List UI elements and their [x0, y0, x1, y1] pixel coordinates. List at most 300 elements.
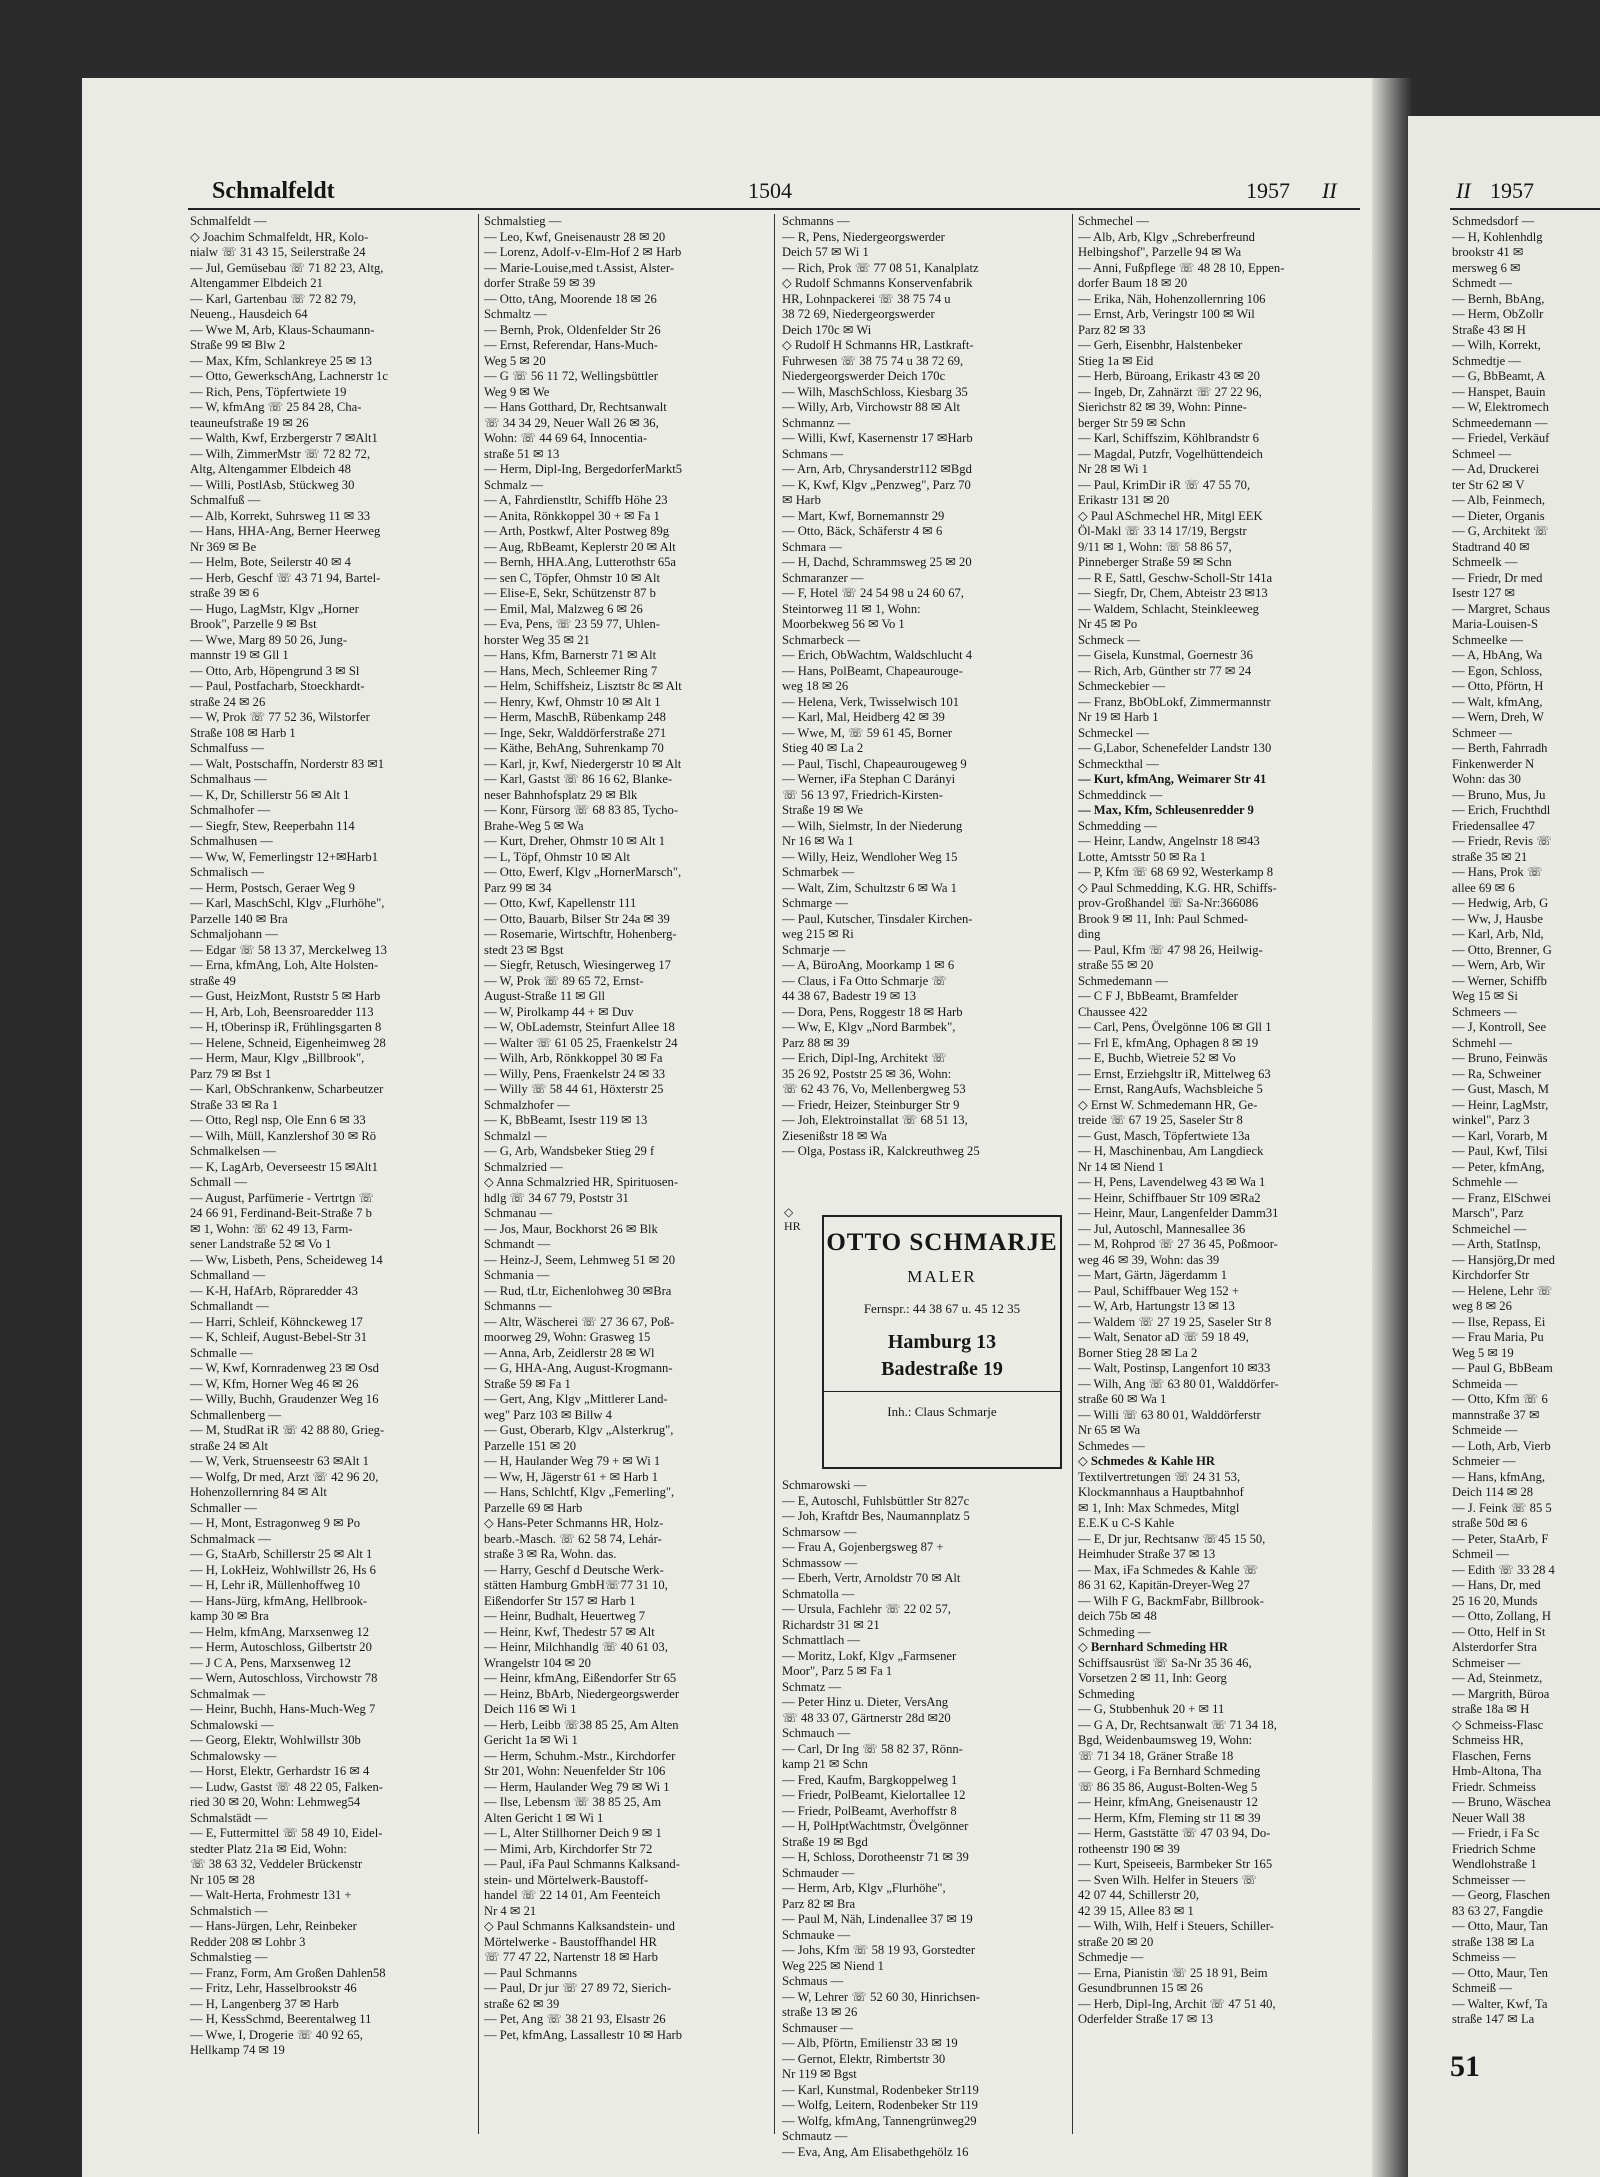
directory-entry: ✉ Harb [782, 493, 821, 507]
directory-entry: — Wilh, Wilh, Helf i Steuers, Schiller- [1078, 1919, 1274, 1933]
directory-entry: mannstraße 37 ✉ [1452, 1407, 1540, 1422]
directory-entry: — Paul, Dr jur ☏ 27 89 72, Sierich- [484, 1981, 672, 1995]
surname-heading: Schmeelk — [1452, 555, 1518, 569]
directory-entry: Klockmannhaus a Hauptbahnhof [1078, 1485, 1244, 1499]
year: 1957 [1246, 178, 1290, 203]
directory-entry: — Ludw, Gastst ☏ 48 22 05, Falken- [190, 1779, 383, 1794]
directory-entry: — Willy, Heiz, Wendloher Weg 15 [782, 849, 958, 864]
directory-entry: — H, PolHptWachtmstr, Övelgönner [782, 1819, 969, 1833]
directory-entry: straße 138 ✉ La [1452, 1934, 1535, 1949]
ad-trade: MALER [907, 1267, 977, 1286]
directory-entry: — Joh, Kraftdr Bes, Naumannplatz 5 [782, 1509, 970, 1523]
surname-heading: Schmeer — [1452, 725, 1512, 740]
directory-entry: — Bruno, Wäschea [1452, 1795, 1551, 1809]
directory-entry: — Otto, Brenner, G [1452, 942, 1552, 957]
surname-heading: Schmedtje — [1452, 353, 1521, 368]
surname-heading: Schmehl — [1452, 1035, 1512, 1050]
surname-heading: Schmalz — [484, 477, 544, 492]
directory-entry: — Heinz, BbArb, Niedergeorgswerder [484, 1686, 680, 1701]
ad-marker-hr: HR [784, 1219, 801, 1233]
directory-entry: — W, Lehrer ☏ 52 60 30, Hinrichsen- [782, 1989, 980, 2004]
directory-entry: — Mart, Kwf, Bornemannstr 29 [782, 508, 945, 523]
directory-entry: ◇ Ernst W. Schmedemann HR, Ge- [1078, 1097, 1258, 1112]
directory-entry: — J. Feink ☏ 85 5 [1452, 1500, 1552, 1515]
directory-entry: ◇ Paul Schmanns Kalksandstein- und [484, 1919, 675, 1933]
directory-entry: straße 49 [190, 973, 236, 988]
directory-entry: Parzelle 69 ✉ Harb [484, 1500, 583, 1515]
directory-entry: — W, Kwf, Kornradenweg 23 ✉ Osd [190, 1361, 379, 1375]
directory-entry: — Otto, Arb, Höpengrund 3 ✉ Sl [190, 663, 360, 678]
column-divider [478, 214, 479, 2134]
directory-entry: — Otto, Ewerf, Klgv „HornerMarsch", [484, 865, 682, 879]
directory-entry: — Horst, Elektr, Gerhardstr 16 ✉ 4 [190, 1764, 370, 1778]
directory-entry: Deich 57 ✉ Wi 1 [782, 245, 869, 259]
directory-entry: ☏ 56 13 97, Friedrich-Kirsten- [782, 787, 943, 802]
directory-entry: — A, HbAng, Wa [1452, 648, 1543, 662]
surname-heading: Schmeichel — [1452, 1221, 1527, 1236]
directory-entry: Pinneberger Straße 59 ✉ Schn [1078, 555, 1232, 569]
directory-entry: straße 20 ✉ 20 [1078, 1934, 1154, 1949]
directory-entry: — Erna, Pianistin ☏ 25 18 91, Beim [1078, 1965, 1268, 1980]
directory-entry: ◇ Hans-Peter Schmanns HR, Holz- [484, 1516, 664, 1530]
directory-entry: — Wolfg, Leitern, Rodenbeker Str 119 [782, 2098, 978, 2112]
directory-entry: Schmeding [1078, 1686, 1135, 1701]
directory-entry: — Otto, Zollang, H [1452, 1609, 1551, 1623]
directory-entry: — Rud, tLtr, Eichenlohweg 30 ✉Bra [484, 1283, 672, 1298]
directory-entry: — Heinr, kfmAng, Gneisenaustr 12 [1078, 1795, 1258, 1809]
directory-entry: — Aug, RbBeamt, Keplerstr 20 ✉ Alt [484, 539, 676, 554]
directory-entry: Steintorweg 11 ✉ 1, Wohn: [782, 601, 921, 616]
directory-entry: Moor", Parz 5 ✉ Fa 1 [782, 1664, 893, 1678]
directory-entry: Parz 82 ✉ Bra [782, 1896, 856, 1911]
directory-entry: 35 26 92, Poststr 25 ✉ 36, Wohn: [782, 1066, 952, 1081]
directory-entry: Niedergeorgswerder Deich 170c [782, 369, 946, 383]
surname-heading: Schmalzl — [484, 1128, 547, 1143]
right-page-marker: 51 [1450, 2050, 1480, 2083]
directory-entry: — Paul, iFa Paul Schmanns Kalksand- [484, 1857, 680, 1871]
directory-entry: — Friedr, i Fa Sc [1452, 1826, 1540, 1840]
directory-entry: — Hans, kfmAng, [1452, 1469, 1546, 1484]
directory-entry: 24 66 91, Ferdinand-Beit-Straße 7 b [190, 1206, 372, 1220]
directory-entry: — Peter Hinz u. Dieter, VersAng [782, 1695, 949, 1709]
directory-entry: — Wern, Dreh, W [1452, 710, 1544, 724]
directory-entry: allee 69 ✉ 6 [1452, 880, 1515, 895]
header-rule [188, 208, 1360, 210]
directory-entry: — Karl, Vorarb, M [1452, 1128, 1548, 1143]
directory-entry: — Wern, Autoschloss, Virchowstr 78 [190, 1671, 378, 1685]
directory-entry: — Margrith, Büroa [1452, 1686, 1550, 1701]
directory-entry: — Wwe, I, Drogerie ☏ 40 92 65, [190, 2027, 363, 2042]
directory-entry: — Joh, Elektroinstallat ☏ 68 51 13, [782, 1113, 968, 1127]
directory-entry: — Jul, Autoschl, Mannesallee 36 [1078, 1221, 1246, 1236]
surname-heading: Schmans — [782, 446, 844, 461]
surname-heading: Schmalmak — [190, 1686, 266, 1701]
directory-entry: ☏ 34 34 29, Neuer Wall 26 ✉ 36, [484, 415, 659, 430]
directory-entry: ◇ Schmedes & Kahle HR [1078, 1454, 1216, 1468]
directory-entry: — Frau Maria, Pu [1452, 1330, 1544, 1344]
surname-heading: Schmalisch — [190, 865, 264, 879]
surname-heading: Schmalstieg — [484, 214, 562, 228]
surname-heading: Schmeel — [1452, 446, 1512, 461]
directory-entry: dorfer Straße 59 ✉ 39 [484, 276, 596, 290]
directory-entry: — Inge, Sekr, Walddörferstraße 271 [484, 725, 667, 740]
directory-entry: — Erich, Dipl-Ing, Architekt ☏ [782, 1051, 947, 1065]
directory-entry: — Kurt, kfmAng, Weimarer Str 41 [1078, 772, 1267, 786]
directory-entry: — Otto, Pförtn, H [1452, 679, 1544, 693]
directory-entry: — Hedwig, Arb, G [1452, 896, 1549, 910]
directory-entry: Heimhuder Straße 37 ✉ 13 [1078, 1547, 1216, 1561]
directory-entry: 83 63 27, Fangdie [1452, 1903, 1543, 1918]
directory-entry: — Ingeb, Dr, Zahnärzt ☏ 27 22 96, [1078, 384, 1262, 399]
directory-entry: — Herb, Leibb ☏38 85 25, Am Alten [484, 1717, 679, 1732]
directory-entry: — Hans, Mech, Schleemer Ring 7 [484, 663, 658, 678]
directory-entry: — Hugo, LagMstr, Klgv „Horner [190, 601, 359, 616]
surname-heading: Schmarowski — [782, 1478, 867, 1492]
directory-entry: — Ilse, Repass, Ei [1452, 1314, 1546, 1329]
directory-entry: — Helm, kfmAng, Marxsenweg 12 [190, 1624, 370, 1639]
surname-heading: Schmeil — [1452, 1547, 1510, 1561]
directory-entry: — H, Dachd, Schrammsweg 25 ✉ 20 [782, 555, 972, 569]
ad-phone: Fernspr.: 44 38 67 u. 45 12 35 [863, 1301, 1021, 1316]
directory-entry: Parzelle 140 ✉ Bra [190, 911, 288, 926]
directory-entry: Deich 170c ✉ Wi [782, 322, 872, 337]
directory-entry: — Lorenz, Adolf-v-Elm-Hof 2 ✉ Harb [484, 245, 682, 259]
directory-entry: — Otto, Maur, Ten [1452, 1965, 1548, 1980]
directory-entry: — E, Dr jur, Rechtsanw ☏45 15 50, [1078, 1531, 1266, 1546]
surname-heading: Schmannz — [782, 415, 851, 430]
surname-heading: Schmalle — [190, 1345, 253, 1360]
directory-entry: — Bernh, BbAng, [1452, 291, 1545, 306]
directory-entry: Gesundbrunnen 15 ✉ 26 [1078, 1981, 1203, 1995]
surname-heading: Schmeers — [1452, 1004, 1517, 1019]
directory-entry: — Henry, Kwf, Ohmstr 10 ✉ Alt 1 [484, 694, 661, 709]
directory-entry: Friedrich Schme [1452, 1841, 1536, 1856]
directory-entry: — Frau A, Gojenbergsweg 87 + [782, 1540, 944, 1554]
directory-entry: — Otto, Bauarb, Bilser Str 24a ✉ 39 [484, 911, 670, 926]
directory-entry: Straße 19 ✉ We [782, 803, 864, 817]
directory-entry: weg" Parz 103 ✉ Billw 4 [484, 1407, 612, 1422]
surname-heading: Schmauser — [782, 2020, 853, 2035]
directory-entry: Stieg 40 ✉ La 2 [782, 741, 864, 755]
directory-entry: Weg 9 ✉ We [484, 384, 550, 399]
directory-entry: ☏ 62 43 76, Vo, Mellenbergweg 53 [782, 1082, 966, 1096]
directory-entry: — Eva, Pens, ☏ 23 59 77, Uhlen- [484, 617, 660, 631]
directory-entry: Altg, Altengammer Elbdeich 48 [190, 462, 351, 476]
directory-entry: Maria-Louisen-S [1452, 617, 1539, 631]
directory-entry: Richardstr 31 ✉ 21 [782, 1617, 880, 1632]
surname-heading: Schmania — [484, 1268, 550, 1282]
directory-entry: Stadtrand 40 ✉ [1452, 539, 1530, 554]
ad-firm-name: OTTO SCHMARJE [826, 1229, 1058, 1256]
directory-entry: — Rich, Prok ☏ 77 08 51, Kanalplatz [782, 260, 979, 275]
directory-entry: kamp 30 ✉ Bra [190, 1609, 269, 1623]
directory-entry: Wohn: das 30 [1452, 772, 1521, 786]
directory-entry: straße 24 ✉ 26 [190, 694, 266, 709]
surname-heading: Schmall — [190, 1175, 248, 1189]
directory-entry: — K, Dr, Schillerstr 56 ✉ Alt 1 [190, 787, 350, 802]
directory-entry: — Heinr, Budhalt, Heuertweg 7 [484, 1609, 646, 1623]
directory-entry: ◇ Joachim Schmalfeldt, HR, Kolo- [190, 229, 369, 244]
directory-entry: kamp 21 ✉ Schn [782, 1757, 868, 1771]
directory-entry: — Leo, Kwf, Gneisenaustr 28 ✉ 20 [484, 229, 666, 244]
directory-entry: ried 30 ✉ 20, Wohn: Lehmweg54 [190, 1795, 361, 1809]
directory-column-4 [1078, 214, 1360, 2154]
directory-entry: — Otto, GewerkschAng, Lachnerstr 1c [190, 369, 388, 383]
directory-entry: Nr 4 ✉ 21 [484, 1903, 537, 1918]
directory-entry: — Eva, Ang, Am Elisabethgehölz 16 [782, 2144, 969, 2158]
directory-entry: — Siegfr, Retusch, Wiesingerweg 17 [484, 958, 671, 972]
directory-entry: ☏ 71 34 18, Gräner Straße 18 [1078, 1748, 1234, 1763]
directory-entry: — Gerh, Eisenbhr, Halstenbeker [1078, 338, 1243, 352]
directory-entry: — Herm, Kfm, Fleming str 11 ✉ 39 [1078, 1810, 1261, 1825]
surname-heading: Schmanau — [484, 1206, 553, 1220]
directory-entry: — Heinr, Kwf, Thedestr 57 ✉ Alt [484, 1624, 655, 1639]
directory-entry: Hellkamp 74 ✉ 19 [190, 2043, 285, 2057]
directory-entry: 38 72 69, Niedergeorgswerder [782, 307, 935, 321]
directory-entry: — Sven Wilh. Helfer in Steuers ☏ [1078, 1872, 1258, 1887]
directory-entry: Friedensallee 47 [1452, 818, 1535, 833]
directory-entry: Brahe-Weg 5 ✉ Wa [484, 818, 584, 833]
directory-entry: Nr 16 ✉ Wa 1 [782, 834, 854, 848]
directory-entry: — Otto, Regl nsp, Ole Enn 6 ✉ 33 [190, 1113, 366, 1127]
directory-entry: stätten Hamburg GmbH☏77 31 10, [484, 1578, 668, 1592]
surname-heading: Schmeddinck — [1078, 787, 1163, 802]
directory-entry: — Max, Kfm, Schlankreye 25 ✉ 13 [190, 353, 372, 368]
directory-entry: winkel", Parz 3 [1452, 1113, 1530, 1127]
directory-entry: — L, Alter Stillhorner Deich 9 ✉ 1 [484, 1826, 662, 1840]
directory-entry: 42 39 15, Allee 83 ✉ 1 [1078, 1903, 1194, 1918]
directory-entry: — Walt, Zim, Schultzstr 6 ✉ Wa 1 [782, 880, 957, 895]
directory-entry: Hohenzollernring 84 ✉ Alt [190, 1485, 327, 1499]
directory-entry: — Olga, Postass iR, Kalckreuthweg 25 [782, 1144, 980, 1158]
surname-heading: Schmedt — [1452, 276, 1512, 290]
directory-entry: — K, Kwf, Klgv „Penzweg", Parz 70 [782, 477, 971, 492]
directory-entry: — Käthe, BehAng, Suhrenkamp 70 [484, 741, 664, 755]
directory-entry: 25 16 20, Munds [1452, 1593, 1538, 1608]
surname-heading: Schmeelke — [1452, 632, 1523, 647]
directory-entry: — Hans, PolBeamt, Chapeaurouge- [782, 663, 963, 678]
directory-entry: — Paul, KrimDir iR ☏ 47 55 70, [1078, 477, 1251, 492]
directory-entry: Isestr 127 ✉ [1452, 586, 1516, 600]
directory-entry: rotheenstr 190 ✉ 39 [1078, 1841, 1180, 1856]
directory-entry: — J, Kontroll, See [1452, 1020, 1547, 1034]
directory-entry: Weg 225 ✉ Niend 1 [782, 1958, 884, 1973]
directory-entry: — Wwe, Marg 89 50 26, Jung- [190, 632, 347, 647]
directory-entry: straße 24 ✉ Alt [190, 1438, 269, 1453]
directory-entry: — Siegfr, Stew, Reeperbahn 114 [190, 818, 355, 833]
directory-entry: — E, Futtermittel ☏ 58 49 10, Eidel- [190, 1826, 383, 1840]
surname-heading: Schmedes — [1078, 1438, 1145, 1453]
directory-entry: — Helene, Lehr ☏ [1452, 1283, 1553, 1298]
directory-entry: — Wilh, MaschSchloss, Kiesbarg 35 [782, 384, 968, 399]
directory-entry: — Johs, Kfm ☏ 58 19 93, Gorstedter [782, 1943, 976, 1957]
surname-heading: Schmassow — [782, 1555, 858, 1570]
directory-entry: handel ☏ 22 14 01, Am Feenteich [484, 1888, 661, 1902]
directory-entry: — Paul, Kfm ☏ 47 98 26, Heilwig- [1078, 942, 1263, 957]
directory-entry: — Willi, Kwf, Kasernenstr 17 ✉Harb [782, 431, 973, 445]
directory-entry: Parz 82 ✉ 33 [1078, 322, 1146, 337]
directory-entry: — Georg, Elektr, Wohlwillstr 30b [190, 1733, 361, 1747]
directory-entry: — Karl, Schiffszim, Köhlbrandstr 6 [1078, 431, 1259, 445]
directory-entry: — Herm, Gaststätte ☏ 47 03 94, Do- [1078, 1826, 1271, 1840]
directory-entry: Weg 5 ✉ 19 [1452, 1345, 1514, 1360]
directory-entry: — Karl, ObSchrankenw, Scharbeutzer [190, 1082, 384, 1096]
directory-entry: stein- und Mörtelwerk-Baustoff- [484, 1872, 649, 1887]
right-page-column [1452, 214, 1600, 2114]
directory-entry: — Ad, Steinmetz, [1452, 1671, 1543, 1685]
directory-entry: — Carl, Dr Ing ☏ 58 82 37, Rönn- [782, 1741, 963, 1756]
directory-entry: — Karl, Gastst ☏ 86 16 62, Blanke- [484, 772, 673, 786]
surname-heading: Schmeiser — [1452, 1655, 1521, 1670]
directory-entry: Öl-Makl ☏ 33 14 17/19, Bergstr [1078, 524, 1247, 538]
directory-entry: HR, Lohnpackerei ☏ 38 75 74 u [782, 291, 951, 306]
directory-entry: — Kurt, Dreher, Ohmstr 10 ✉ Alt 1 [484, 834, 666, 848]
directory-entry: — H, Pens, Lavendelweg 43 ✉ Wa 1 [1078, 1175, 1266, 1189]
directory-entry: Nr 65 ✉ Wa [1078, 1423, 1141, 1437]
directory-entry: — Franz, Form, Am Großen Dahlen58 [190, 1965, 386, 1980]
directory-entry: — Egon, Schloss, [1452, 663, 1543, 678]
directory-entry: sener Landstraße 52 ✉ Vo 1 [190, 1237, 332, 1251]
surname-heading: Schmarbeck — [782, 632, 860, 647]
surname-heading: Schmalstädt — [190, 1810, 268, 1825]
directory-entry: — Anna, Arb, Zeidlerstr 28 ✉ Wl [484, 1345, 655, 1360]
directory-entry: — M, Rohprod ☏ 27 36 45, Poßmoor- [1078, 1237, 1278, 1251]
directory-entry: — C F J, BbBeamt, Bramfelder [1078, 989, 1238, 1003]
directory-entry: Gericht 1a ✉ Wi 1 [484, 1733, 578, 1747]
directory-entry: Flaschen, Ferns [1452, 1748, 1532, 1763]
directory-entry: Friedr. Schmeiss [1452, 1779, 1536, 1794]
directory-entry: ◇ Schmeiss-Flasc [1452, 1717, 1544, 1732]
directory-entry: Vorsetzen 2 ✉ 11, Inh: Georg [1078, 1671, 1227, 1685]
directory-entry: — Anni, Fußpflege ☏ 48 28 10, Eppen- [1078, 260, 1285, 275]
directory-entry: Neueng., Hausdeich 64 [190, 307, 308, 321]
directory-entry: — Jos, Maur, Bockhorst 26 ✉ Blk [484, 1221, 658, 1236]
directory-entry: ◇ Bernhard Schmeding HR [1078, 1640, 1228, 1654]
surname-heading: Schmalkelsen — [190, 1144, 276, 1158]
directory-entry: E.E.K u C-S Kahle [1078, 1516, 1175, 1530]
directory-entry: Borner Stieg 28 ✉ La 2 [1078, 1345, 1198, 1360]
surname-heading: Schmautz — [782, 2129, 848, 2143]
directory-entry: — Wilh, Müll, Kanzlershof 30 ✉ Rö [190, 1128, 377, 1143]
directory-entry: — Magdal, Putzfr, Vogelhüttendeich [1078, 446, 1263, 461]
directory-entry: — L, Töpf, Ohmstr 10 ✉ Alt [484, 849, 631, 864]
directory-entry: — Fritz, Lehr, Hasselbrookstr 46 [190, 1981, 357, 1995]
directory-entry: — Alb, Arb, Klgv „Schreberfreund [1078, 229, 1255, 244]
directory-entry: — W, Prok ☏ 77 52 36, Wilstorfer [190, 710, 370, 724]
directory-entry: — G,Labor, Schenefelder Landstr 130 [1078, 741, 1272, 755]
directory-entry: — W, kfmAng ☏ 25 84 28, Cha- [190, 400, 362, 414]
directory-entry: Parz 99 ✉ 34 [484, 880, 552, 895]
directory-entry: Nr 14 ✉ Niend 1 [1078, 1159, 1165, 1174]
ad-marker [784, 1205, 801, 1233]
surname-heading: Schmeding — [1078, 1624, 1151, 1639]
directory-entry: Eißendorfer Str 157 ✉ Harb 1 [484, 1593, 636, 1608]
page-number: 1504 [748, 178, 792, 203]
right-volume: II [1456, 178, 1471, 203]
directory-entry: — G, Architekt ☏ [1452, 524, 1549, 538]
surname-heading: Schmalowski — [190, 1717, 274, 1732]
directory-entry: Alsterdorfer Stra [1452, 1640, 1537, 1654]
column-divider [1072, 214, 1073, 2134]
directory-entry: — Willy, Pens, Fraenkelstr 24 ✉ 33 [484, 1066, 666, 1081]
directory-entry: straße 39 ✉ 6 [190, 586, 259, 600]
directory-entry: — M, StudRat iR ☏ 42 88 80, Grieg- [190, 1423, 385, 1437]
directory-entry: — Hans, Prok ☏ [1452, 865, 1543, 879]
directory-entry: ◇ Rudolf Schmanns Konservenfabrik [782, 276, 973, 290]
directory-entry: — Dora, Pens, Roggestr 18 ✉ Harb [782, 1004, 963, 1019]
directory-entry: — A, Fahrdienstltr, Schiffb Höhe 23 [484, 493, 668, 507]
directory-entry: — Ernst, Arb, Veringstr 100 ✉ Wil [1078, 307, 1255, 321]
directory-entry: — H, Lehr iR, Müllenhoffweg 10 [190, 1578, 361, 1592]
directory-entry: — Herm, Dipl-Ing, BergedorferMarkt5 [484, 462, 683, 476]
surname-heading: Schmattlach — [782, 1633, 860, 1647]
directory-entry: — Hanspet, Bauin [1452, 384, 1546, 399]
surname-heading: Schmaljohann — [190, 927, 278, 941]
directory-entry: — Arn, Arb, Chrysanderstr112 ✉Bgd [782, 462, 972, 476]
directory-entry: Stieg 1a ✉ Eid [1078, 353, 1154, 368]
directory-entry: — Heinr, Schiffbauer Str 109 ✉Ra2 [1078, 1190, 1261, 1205]
directory-entry: — Gust, Masch, Töpfertwiete 13a [1078, 1128, 1250, 1143]
directory-entry: weg 46 ✉ 39, Wohn: das 39 [1078, 1252, 1220, 1267]
directory-entry: stedter Platz 21a ✉ Eid, Wohn: [190, 1841, 347, 1856]
directory-entry: Oderfelder Straße 17 ✉ 13 [1078, 2012, 1214, 2026]
directory-entry: — Gert, Ang, Klgv „Mittlerer Land- [484, 1392, 668, 1406]
directory-entry: — Otto, Maur, Tan [1452, 1919, 1548, 1933]
directory-entry: treide ☏ 67 19 25, Saseler Str 8 [1078, 1113, 1243, 1127]
directory-entry: — H, Maschinenbau, Am Langdieck [1078, 1144, 1264, 1158]
directory-entry: — Gust, Oberarb, Klgv „Alsterkrug", [484, 1423, 674, 1437]
directory-entry: — Ww, E, Klgv „Nord Barmbek", [782, 1020, 956, 1034]
directory-entry: — Walt, Postinsp, Langenfort 10 ✉33 [1078, 1361, 1271, 1375]
directory-entry: — H, Langenberg 37 ✉ Harb [190, 1996, 339, 2011]
directory-entry: Bgd, Weidenbaumsweg 19, Wohn: [1078, 1733, 1253, 1747]
directory-entry: 44 38 67, Badestr 19 ✉ 13 [782, 989, 917, 1003]
directory-entry: straße 51 ✉ 13 [484, 446, 560, 461]
directory-entry: Mörtelwerke - Baustoffhandel HR [484, 1934, 657, 1949]
directory-entry: — Alb, Korrekt, Suhrsweg 11 ✉ 33 [190, 508, 371, 523]
directory-entry: — Ww, H, Jägerstr 61 + ✉ Harb 1 [484, 1469, 658, 1484]
directory-entry: — Ad, Druckerei [1452, 462, 1540, 476]
directory-entry: — K, Schleif, August-Bebel-Str 31 [190, 1330, 367, 1344]
directory-entry: Straße 108 ✉ Harb 1 [190, 725, 296, 740]
directory-entry: — G, BbBeamt, A [1452, 369, 1546, 383]
directory-entry: — Wern, Arb, Wir [1452, 958, 1545, 972]
directory-entry: — Heinr, Buchh, Hans-Much-Weg 7 [190, 1702, 376, 1716]
surname-heading: Schmalmack — [190, 1531, 271, 1546]
directory-entry: — Anita, Rönkkoppel 30 + ✉ Fa 1 [484, 508, 660, 523]
directory-entry: — Herb, Geschf ☏ 43 71 94, Bartel- [190, 570, 381, 585]
surname-heading: Schmedding — [1078, 818, 1157, 833]
directory-entry: — Elise-E, Sekr, Schützenstr 87 b [484, 586, 656, 600]
directory-entry: — Edgar ☏ 58 13 37, Merckelweg 13 [190, 942, 387, 957]
directory-entry: — Friedr, Heizer, Steinburger Str 9 [782, 1097, 960, 1112]
directory-entry: Hmb-Altona, Tha [1452, 1764, 1542, 1778]
directory-entry: — Wilh, ZimmerMstr ☏ 72 82 72, [190, 446, 371, 461]
directory-entry: — Otto, Bäck, Schäferstr 4 ✉ 6 [782, 524, 943, 538]
directory-entry: — Paul G, BbBeam [1452, 1361, 1553, 1375]
directory-entry: — Hans-Jürgen, Lehr, Reinbeker [190, 1919, 357, 1933]
surname-heading: Schmeedemann — [1452, 415, 1548, 430]
directory-entry: — Heinr, LagMstr, [1452, 1097, 1549, 1112]
directory-entry: — Bruno, Feinwäs [1452, 1051, 1548, 1065]
surname-heading: Schmarge — [782, 896, 848, 910]
directory-entry: — W, Elektromech [1452, 400, 1549, 414]
directory-entry: — Alb, Pförtn, Emilienstr 33 ✉ 19 [782, 2036, 958, 2050]
surname-heading: Schmaller — [190, 1500, 257, 1515]
ad-street: Badestraße 19 [881, 1358, 1003, 1380]
directory-entry: — Werner, Schiffb [1452, 973, 1547, 988]
surname-heading: Schmeida — [1452, 1376, 1518, 1391]
